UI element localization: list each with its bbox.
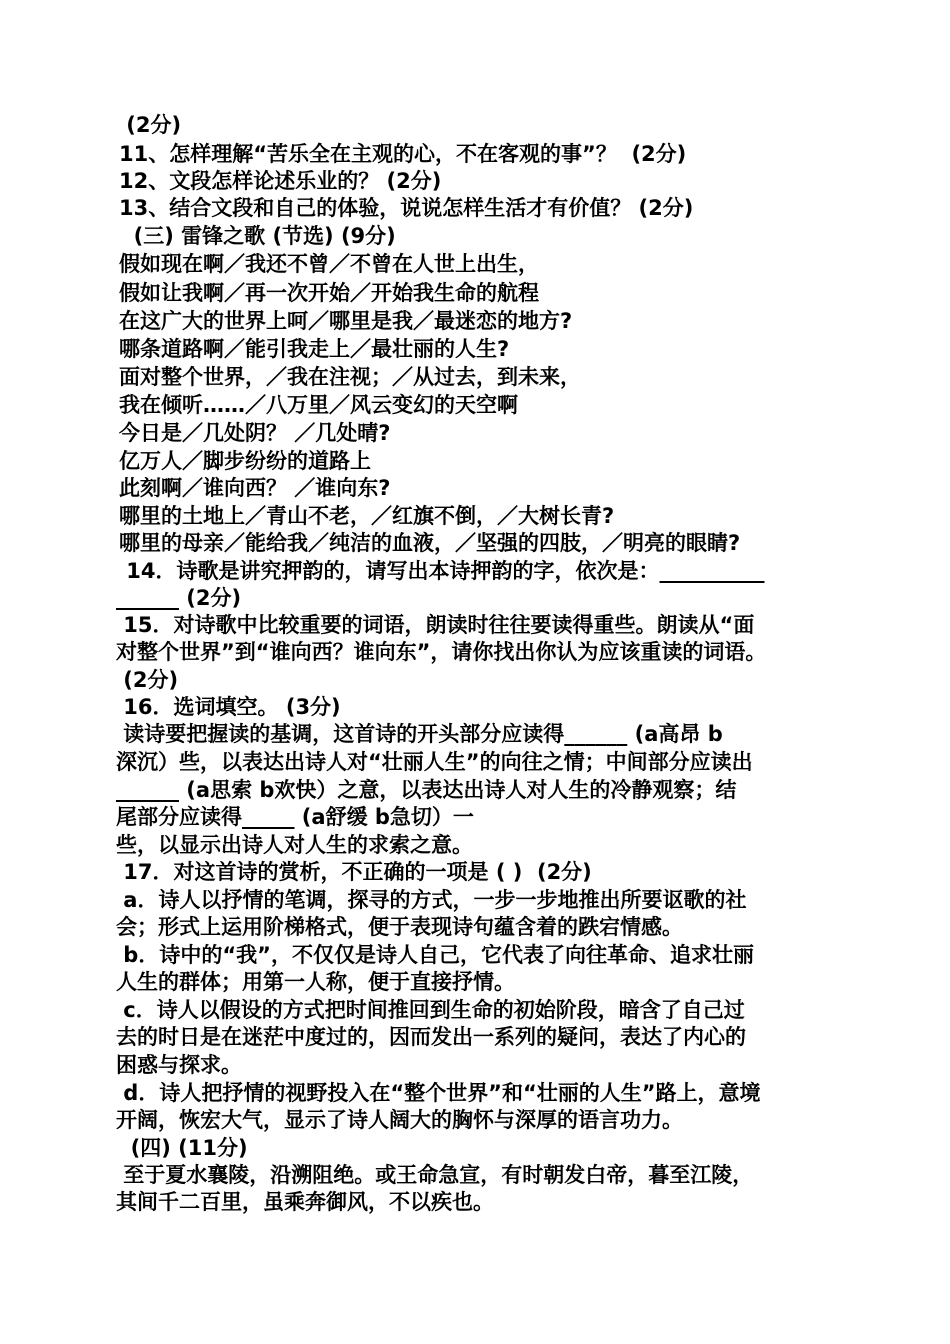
poem-line: 今日是／几处阴？ ／几处晴? — [119, 421, 391, 445]
question-16-text: 尾部分应读得_____ (a舒缓 b急切）一 — [116, 805, 474, 829]
poem-line: 哪条道路啊／能引我走上／最壮丽的人生? — [119, 337, 510, 361]
question-14-continued: ______ (2分) — [116, 586, 242, 610]
poem-line: 哪里的母亲／能给我／纯洁的血液，／坚强的四肢，／明亮的眼睛? — [119, 531, 741, 555]
question-16-text: ______ (a思索 b欢快）之意，以表达出诗人对人生的冷静观察；结 — [116, 778, 737, 802]
poem-line: 假如让我啊／再一次开始／开始我生命的航程 — [119, 281, 539, 305]
option-b: b．诗中的“我”，不仅仅是诗人自己，它代表了向往革命、追求壮丽 — [116, 943, 754, 967]
question-16-text: 深沉）些，以表达出诗人对“壮丽人生”的向往之情；中间部分应读出 — [116, 750, 753, 774]
poem-line: 假如现在啊／我还不曾／不曾在人世上出生， — [119, 252, 539, 276]
poem-line: 在这广大的世界上呵／哪里是我／最迷恋的地方? — [119, 309, 573, 333]
poem-line: 面对整个世界，／我在注视；／从过去，到未来， — [119, 365, 581, 389]
option-b-continued: 人生的群体；用第一人称，便于直接抒情。 — [116, 970, 515, 994]
section-heading-4: (四) (11分) — [116, 1136, 248, 1160]
classical-passage: 其间千二百里，虽乘奔御风，不以疾也。 — [116, 1190, 494, 1214]
question-16-text: 些，以显示出诗人对人生的求索之意。 — [116, 833, 473, 857]
option-d: d．诗人把抒情的视野投入在“整个世界”和“壮丽的人生”路上，意境 — [116, 1081, 761, 1105]
option-c-continued: 去的时日是在迷茫中度过的，因而发出一系列的疑问，表达了内心的 — [116, 1025, 746, 1049]
question-13: 13、结合文段和自己的体验，说说怎样生活才有价值？ (2分) — [119, 196, 694, 220]
poem-line: 亿万人／脚步纷纷的道路上 — [119, 449, 371, 473]
question-17: 17．对这首诗的赏析，不正确的一项是 ( ) (2分) — [116, 860, 592, 884]
text-line: (2分) — [119, 113, 182, 137]
poem-line: 我在倾听……／八万里／风云变幻的天空啊 — [119, 393, 518, 417]
question-12: 12、文段怎样论述乐业的？ (2分) — [119, 169, 442, 193]
option-a-continued: 会；形式上运用阶梯格式，便于表现诗句蕴含着的跌宕情感。 — [116, 915, 683, 939]
poem-line: 哪里的土地上／青山不老，／红旗不倒，／大树长青? — [119, 504, 615, 528]
poem-line: 此刻啊／谁向西？ ／谁向东? — [119, 476, 391, 500]
question-14: 14．诗歌是讲究押韵的，请写出本诗押韵的字，依次是：__________ — [119, 559, 765, 583]
option-c: c．诗人以假设的方式把时间推回到生命的初始阶段，暗含了自己过 — [116, 998, 745, 1022]
question-11: 11、怎样理解“苦乐全在主观的心，不在客观的事”？ (2分) — [119, 142, 687, 166]
classical-passage: 至于夏水襄陵，沿溯阻绝。或王命急宣，有时朝发白帝，暮至江陵， — [116, 1163, 754, 1187]
option-a: a．诗人以抒情的笔调，探寻的方式，一步一步地推出所要讴歌的社 — [116, 888, 747, 912]
question-15: 15．对诗歌中比较重要的词语，朗读时往往要读得重些。朗读从“面 — [116, 613, 755, 637]
question-15-score: (2分) — [116, 668, 179, 692]
section-heading-3: (三) 雷锋之歌 (节选) (9分) — [119, 224, 396, 248]
question-15-continued: 对整个世界”到“谁向西？谁向东”，请你找出你认为应该重读的词语。 — [116, 640, 767, 664]
question-16-text: 读诗要把握读的基调，这首诗的开头部分应读得______ (a高昂 b — [116, 722, 723, 746]
option-d-continued: 开阔，恢宏大气，显示了诗人阔大的胸怀与深厚的语言功力。 — [116, 1108, 683, 1132]
option-c-continued: 困惑与探求。 — [116, 1053, 242, 1077]
question-16: 16．选词填空。 (3分) — [116, 695, 341, 719]
